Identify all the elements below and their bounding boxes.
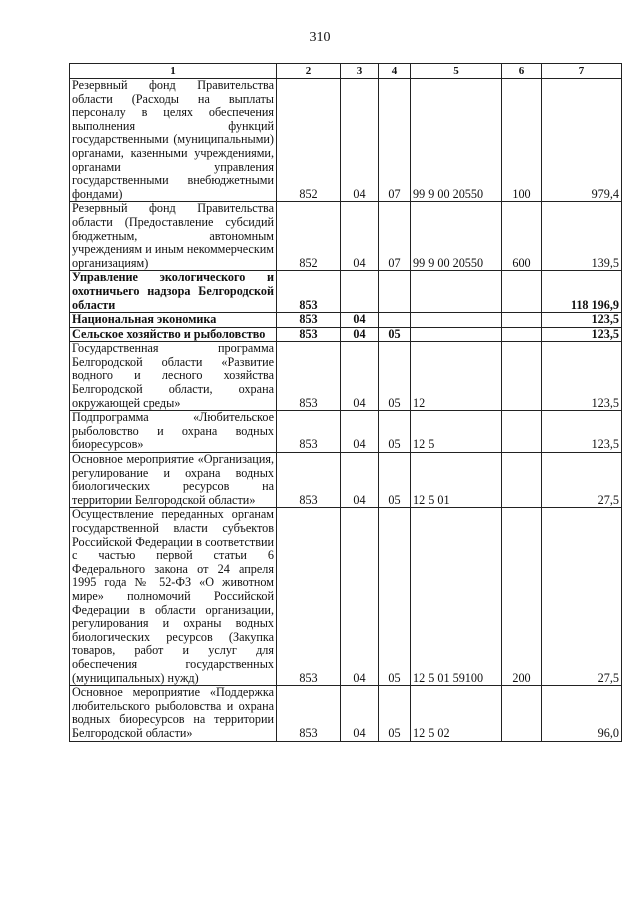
table-row bbox=[70, 271, 622, 313]
page-number: 310 bbox=[309, 30, 331, 45]
code-ved-cell: 853 bbox=[277, 411, 341, 453]
amount-cell: 123,5 bbox=[542, 313, 622, 328]
row-name-cell bbox=[70, 271, 277, 313]
amount-cell: 118 196,9 bbox=[542, 271, 622, 313]
code-pr-cell: 05 bbox=[379, 411, 411, 453]
code-rz-cell: 04 bbox=[341, 342, 379, 411]
code-ved-cell: 853 bbox=[277, 342, 341, 411]
code-pr-cell: 05 bbox=[379, 453, 411, 508]
code-ved-cell: 853 bbox=[277, 327, 341, 342]
column-number: 3 bbox=[341, 64, 379, 79]
code-vr-cell: 600 bbox=[502, 202, 542, 271]
code-csr-cell: 12 5 01 bbox=[411, 453, 502, 508]
row-name-cell bbox=[70, 79, 277, 202]
column-number: 4 bbox=[379, 64, 411, 79]
amount-cell: 27,5 bbox=[542, 453, 622, 508]
row-name-text: Сельское хозяйство и рыболовство bbox=[72, 326, 266, 341]
amount-cell: 96,0 bbox=[542, 686, 622, 741]
table-row bbox=[70, 508, 622, 686]
code-rz-cell: 04 bbox=[341, 411, 379, 453]
column-number: 1 bbox=[70, 64, 277, 79]
code-csr-cell: 99 9 00 20550 bbox=[411, 79, 502, 202]
code-pr-cell: 05 bbox=[379, 508, 411, 686]
table-row bbox=[70, 327, 622, 342]
code-ved-cell: 853 bbox=[277, 686, 341, 741]
amount-cell: 123,5 bbox=[542, 411, 622, 453]
code-rz-cell: 04 bbox=[341, 327, 379, 342]
code-rz-cell: 04 bbox=[341, 508, 379, 686]
table-row bbox=[70, 453, 622, 508]
row-name-cell bbox=[70, 411, 277, 453]
code-rz-cell: 04 bbox=[341, 313, 379, 328]
code-rz-cell: 04 bbox=[341, 79, 379, 202]
code-vr-cell bbox=[502, 453, 542, 508]
row-name-cell bbox=[70, 342, 277, 411]
code-ved-cell: 853 bbox=[277, 508, 341, 686]
code-csr-cell: 99 9 00 20550 bbox=[411, 202, 502, 271]
row-name-cell bbox=[70, 327, 277, 342]
code-ved-cell: 853 bbox=[277, 453, 341, 508]
row-name-cell bbox=[70, 313, 277, 328]
code-pr-cell: 07 bbox=[379, 79, 411, 202]
code-vr-cell bbox=[502, 686, 542, 741]
code-vr-cell bbox=[502, 411, 542, 453]
row-name-text: Осуществление переданных органам государственной власти субъектов Российской Федерации в соответствии с частью первой статьи 6 Федерального закона от 24 апреля 1995 года № 52-ФЗ «О животном мире» полномочий Российской Федерации в области организации, регулирования и охраны водных биологических ресурсов (Закупка товаров, работ и услуг для обеспечения государственных (муниципальных) нужд) bbox=[72, 507, 274, 685]
code-rz-cell bbox=[341, 271, 379, 313]
table-row bbox=[70, 202, 622, 271]
row-name-cell bbox=[70, 453, 277, 508]
code-rz-cell: 04 bbox=[341, 453, 379, 508]
code-pr-cell: 05 bbox=[379, 342, 411, 411]
row-name-text: Управление экологического и охотничьего надзора Белгородской области bbox=[72, 270, 274, 312]
code-ved-cell: 852 bbox=[277, 79, 341, 202]
column-number: 7 bbox=[542, 64, 622, 79]
column-number: 2 bbox=[277, 64, 341, 79]
table-row bbox=[70, 411, 622, 453]
code-vr-cell bbox=[502, 271, 542, 313]
code-rz-cell: 04 bbox=[341, 202, 379, 271]
amount-cell: 979,4 bbox=[542, 79, 622, 202]
row-name-text: Резервный фонд Правительства области (Расходы на выплаты персоналу в целях обеспечения выполнения функций государственными (муниципальными) органами, казенными учреждениями, органами управления государственными внебюджетными фондами) bbox=[72, 78, 274, 201]
code-pr-cell: 07 bbox=[379, 202, 411, 271]
code-csr-cell bbox=[411, 327, 502, 342]
code-pr-cell: 05 bbox=[379, 686, 411, 741]
code-vr-cell bbox=[502, 342, 542, 411]
code-rz-cell: 04 bbox=[341, 686, 379, 741]
code-ved-cell: 853 bbox=[277, 271, 341, 313]
column-number: 6 bbox=[502, 64, 542, 79]
amount-cell: 123,5 bbox=[542, 327, 622, 342]
row-name-cell bbox=[70, 686, 277, 741]
code-csr-cell: 12 bbox=[411, 342, 502, 411]
code-vr-cell bbox=[502, 327, 542, 342]
row-name-text: Национальная экономика bbox=[72, 312, 217, 327]
row-name-cell bbox=[70, 202, 277, 271]
code-ved-cell: 852 bbox=[277, 202, 341, 271]
code-csr-cell bbox=[411, 313, 502, 328]
code-csr-cell: 12 5 bbox=[411, 411, 502, 453]
code-ved-cell: 853 bbox=[277, 313, 341, 328]
code-pr-cell bbox=[379, 271, 411, 313]
code-pr-cell: 05 bbox=[379, 327, 411, 342]
column-number-row bbox=[70, 64, 622, 79]
column-number: 5 bbox=[411, 64, 502, 79]
table-row bbox=[70, 686, 622, 741]
table-row bbox=[70, 313, 622, 328]
code-vr-cell: 100 bbox=[502, 79, 542, 202]
row-name-cell bbox=[70, 508, 277, 686]
code-csr-cell bbox=[411, 271, 502, 313]
code-vr-cell: 200 bbox=[502, 508, 542, 686]
amount-cell: 27,5 bbox=[542, 508, 622, 686]
budget-table bbox=[69, 63, 622, 742]
code-csr-cell: 12 5 02 bbox=[411, 686, 502, 741]
amount-cell: 123,5 bbox=[542, 342, 622, 411]
row-name-text: Основное мероприятие «Организация, регулирование и охрана водных биологических ресурсов на территории Белгородской области» bbox=[72, 452, 274, 507]
code-csr-cell: 12 5 01 59100 bbox=[411, 508, 502, 686]
table-row bbox=[70, 342, 622, 411]
table-row bbox=[70, 79, 622, 202]
row-name-text: Резервный фонд Правительства области (Предоставление субсидий бюджетным, автономным учреждениям и иным некоммерческим организациям) bbox=[72, 201, 274, 270]
code-pr-cell bbox=[379, 313, 411, 328]
row-name-text: Основное мероприятие «Поддержка любительского рыболовства и охрана водных биоресурсов на территории Белгородской области» bbox=[72, 685, 274, 740]
amount-cell: 139,5 bbox=[542, 202, 622, 271]
row-name-text: Государственная программа Белгородской области «Развитие водного и лесного хозяйства Белгородской области, охрана окружающей среды» bbox=[72, 341, 274, 410]
code-vr-cell bbox=[502, 313, 542, 328]
row-name-text: Подпрограмма «Любительское рыболовство и охрана водных биоресурсов» bbox=[72, 410, 274, 452]
